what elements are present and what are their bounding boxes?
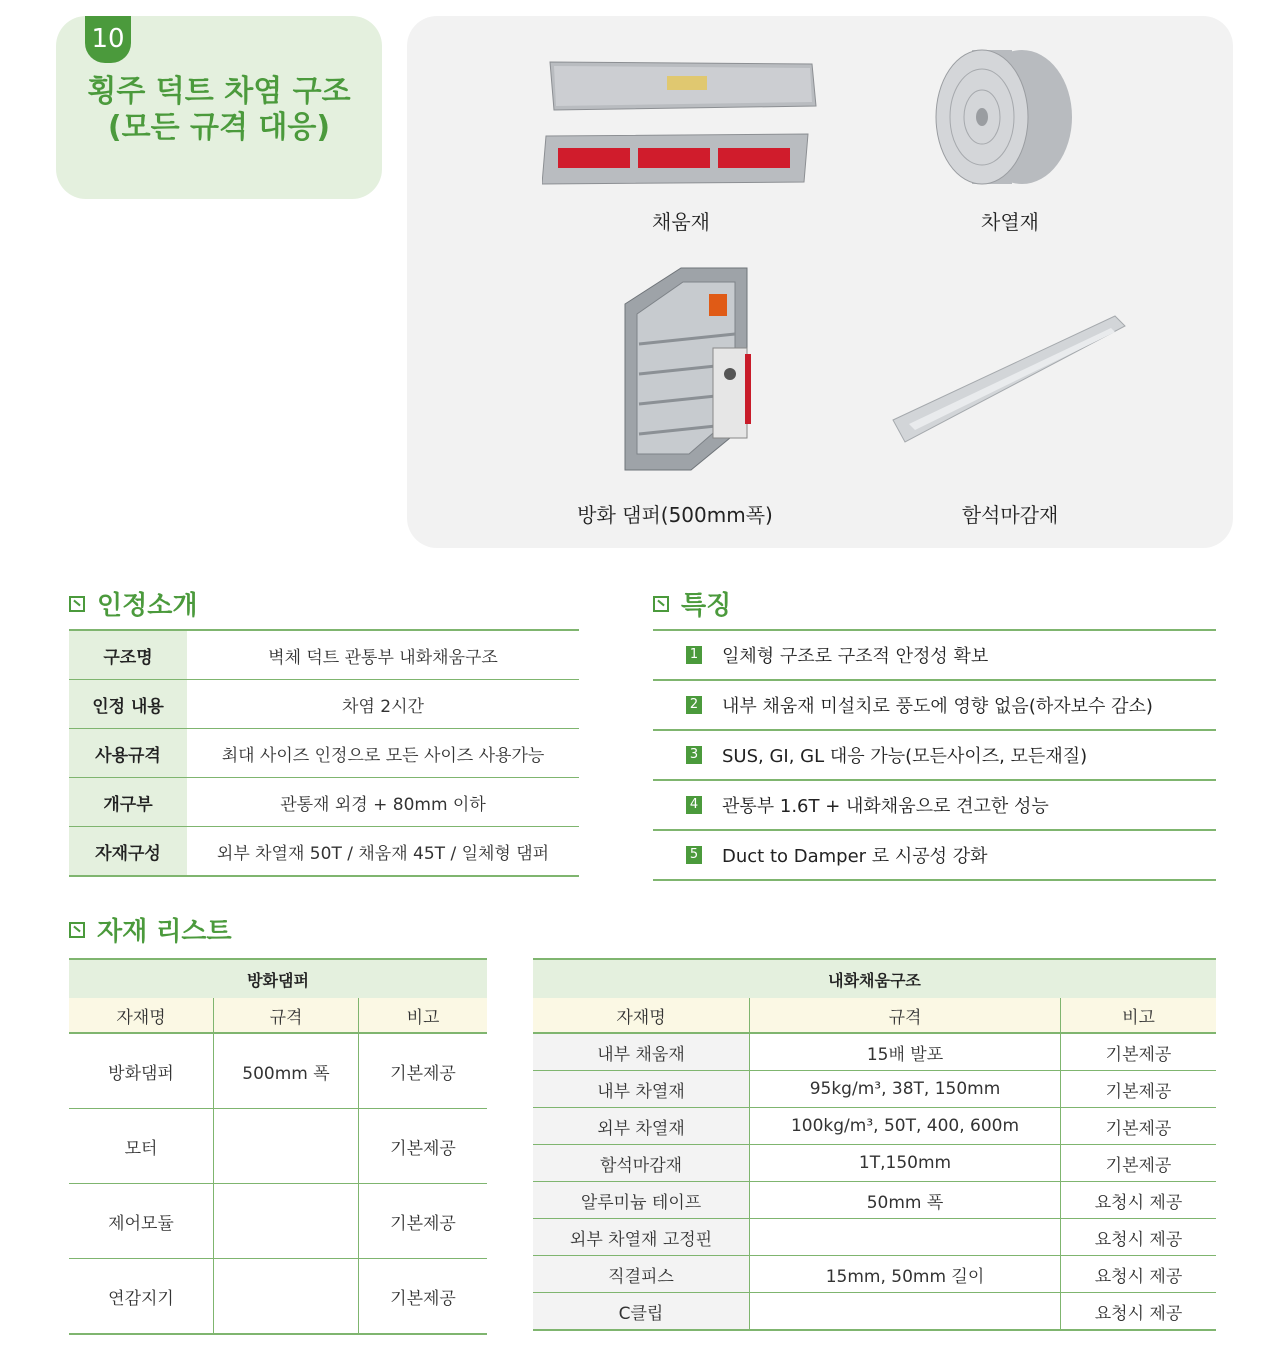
filler-label: 채움재 xyxy=(652,210,710,234)
table-row xyxy=(533,1071,1216,1108)
filler-image xyxy=(542,56,822,191)
table-cell: 기본제공 xyxy=(1061,1108,1217,1145)
table-cell: 요청시 제공 xyxy=(1061,1256,1217,1293)
feature-text: SUS, GI, GL 대응 가능(모든사이즈, 모든재질) xyxy=(722,746,1088,767)
table-cell: 요청시 제공 xyxy=(1061,1182,1217,1219)
finish-label: 함석마감재 xyxy=(961,503,1059,527)
cert-label: 구조명 xyxy=(69,630,187,680)
table-cell: 함석마감재 xyxy=(533,1145,750,1182)
list-item xyxy=(653,631,1216,681)
table-cell: 1T,150mm xyxy=(750,1145,1061,1182)
product-photo-panel xyxy=(407,16,1233,548)
features-section-title: 특징 xyxy=(681,591,732,621)
table-row xyxy=(533,1108,1216,1145)
list-item xyxy=(653,731,1216,781)
table-row xyxy=(533,1033,1216,1071)
table-cell: 외부 차열재 고정핀 xyxy=(533,1219,750,1256)
column-header: 비고 xyxy=(359,998,488,1033)
table-row xyxy=(69,1184,487,1259)
table-row xyxy=(533,1219,1216,1256)
insulation-label: 차열재 xyxy=(981,210,1039,234)
table-cell: 직결피스 xyxy=(533,1256,750,1293)
table-row xyxy=(69,1109,487,1184)
title-line-1: 횡주 덕트 차염 구조 xyxy=(87,74,351,109)
page-title xyxy=(56,74,382,146)
table-cell: 500mm 폭 xyxy=(214,1033,359,1109)
table-cell: C클립 xyxy=(533,1293,750,1331)
cert-value: 최대 사이즈 인정으로 모든 사이즈 사용가능 xyxy=(187,729,579,778)
feature-number: 2 xyxy=(686,696,702,714)
feature-number: 1 xyxy=(686,646,702,664)
table-cell: 기본제공 xyxy=(359,1109,488,1184)
table-cell xyxy=(750,1293,1061,1331)
table-cell: 알루미늄 테이프 xyxy=(533,1182,750,1219)
insulation-roll-image xyxy=(932,44,1082,199)
cert-table xyxy=(69,629,579,877)
cert-value: 외부 차열재 50T / 채움재 45T / 일체형 댐퍼 xyxy=(216,843,550,864)
cert-label: 개구부 xyxy=(69,778,187,827)
table-cell: 요청시 제공 xyxy=(1061,1219,1217,1256)
column-header: 규격 xyxy=(750,998,1061,1033)
title-line-2: (모든 규격 대응) xyxy=(107,110,331,145)
table-row xyxy=(69,1033,487,1109)
table-cell: 모터 xyxy=(69,1109,214,1184)
cert-label: 사용규격 xyxy=(69,729,187,778)
table-row xyxy=(69,778,579,827)
table-cell: 외부 차열재 xyxy=(533,1108,750,1145)
fire-damper-image xyxy=(617,264,757,474)
section-number-badge: 10 xyxy=(85,16,131,63)
column-header: 자재명 xyxy=(69,998,214,1033)
table-caption: 방화댐퍼 xyxy=(69,959,487,998)
table-row xyxy=(69,680,579,729)
damper-label: 방화 댐퍼(500mm폭) xyxy=(577,503,773,527)
list-item xyxy=(653,681,1216,731)
column-header: 비고 xyxy=(1061,998,1217,1033)
table-cell: 15mm, 50mm 길이 xyxy=(750,1256,1061,1293)
section-arrow-icon xyxy=(69,596,85,612)
table-cell: 95kg/m³, 38T, 150mm xyxy=(750,1071,1061,1108)
table-row xyxy=(69,827,579,877)
cert-section-header xyxy=(69,585,197,622)
materials-section-header xyxy=(69,911,232,948)
table-cell: 방화댐퍼 xyxy=(69,1033,214,1109)
cert-section-title: 인정소개 xyxy=(97,591,198,621)
table-cell: 기본제공 xyxy=(1061,1145,1217,1182)
list-item xyxy=(653,781,1216,831)
table-cell: 내부 채움재 xyxy=(533,1033,750,1071)
cert-value: 차염 2시간 xyxy=(187,680,579,729)
table-cell: 기본제공 xyxy=(359,1259,488,1335)
flashing-strip-image xyxy=(889,312,1129,444)
feature-text: 내부 채움재 미설치로 풍도에 영향 없음(하자보수 감소) xyxy=(722,696,1153,717)
table-cell xyxy=(214,1259,359,1335)
table-row xyxy=(533,1293,1216,1331)
table-cell xyxy=(750,1219,1061,1256)
table-row xyxy=(69,729,579,778)
cert-value: 관통재 외경 + 80mm 이하 xyxy=(187,778,579,827)
table-cell: 요청시 제공 xyxy=(1061,1293,1217,1331)
title-card xyxy=(56,16,382,199)
materials-section-title: 자재 리스트 xyxy=(97,917,232,947)
section-arrow-icon xyxy=(69,922,85,938)
section-arrow-icon xyxy=(653,596,669,612)
column-header: 자재명 xyxy=(533,998,750,1033)
feature-number: 4 xyxy=(686,796,702,814)
feature-text: 일체형 구조로 구조적 안정성 확보 xyxy=(722,646,989,667)
feature-number: 3 xyxy=(686,746,702,764)
feature-text: Duct to Damper 로 시공성 강화 xyxy=(722,846,988,867)
table-cell: 내부 차열재 xyxy=(533,1071,750,1108)
table-cell: 기본제공 xyxy=(359,1033,488,1109)
table-header-row xyxy=(533,998,1216,1033)
table-header-row xyxy=(69,998,487,1033)
list-item xyxy=(653,831,1216,881)
table-caption: 내화채움구조 xyxy=(533,959,1216,998)
table-cell: 15배 발포 xyxy=(750,1033,1061,1071)
damper-material-table xyxy=(69,958,487,1335)
table-row xyxy=(533,1145,1216,1182)
table-cell xyxy=(214,1184,359,1259)
table-row xyxy=(69,630,579,680)
table-row xyxy=(533,1182,1216,1219)
cert-label: 인정 내용 xyxy=(69,680,187,729)
table-cell: 제어모듈 xyxy=(69,1184,214,1259)
fill-material-table xyxy=(533,958,1216,1331)
features-section-header xyxy=(653,585,731,622)
table-cell: 100kg/m³, 50T, 400, 600m xyxy=(750,1108,1061,1145)
cert-value: 벽체 덕트 관통부 내화채움구조 xyxy=(187,630,579,680)
table-cell xyxy=(214,1109,359,1184)
table-row xyxy=(533,1256,1216,1293)
table-cell: 기본제공 xyxy=(359,1184,488,1259)
table-cell: 기본제공 xyxy=(1061,1071,1217,1108)
feature-number: 5 xyxy=(686,846,702,864)
table-cell: 50mm 폭 xyxy=(750,1182,1061,1219)
features-list xyxy=(653,629,1216,881)
table-row xyxy=(69,1259,487,1335)
table-cell: 연감지기 xyxy=(69,1259,214,1335)
column-header: 규격 xyxy=(214,998,359,1033)
table-cell: 기본제공 xyxy=(1061,1033,1217,1071)
cert-label: 자재구성 xyxy=(69,827,187,877)
feature-text: 관통부 1.6T + 내화채움으로 견고한 성능 xyxy=(722,796,1049,817)
